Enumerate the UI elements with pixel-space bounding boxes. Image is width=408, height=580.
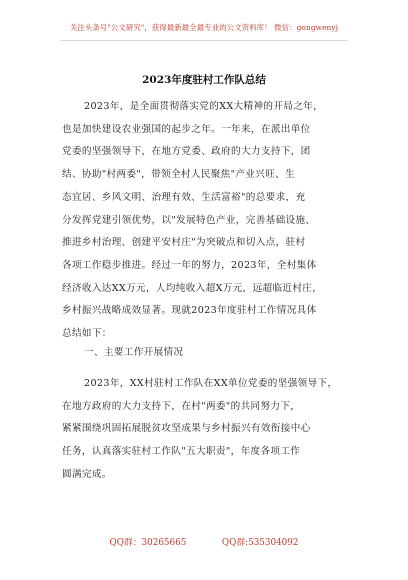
- paragraph-line: 也是加快建设农业强国的起步之年。一年来，在派出单位: [62, 123, 311, 135]
- top-banner: 关注头条号"公文研究"，获得最新最全最专业的公文资料库！ 微信：gongwenyj: [69, 23, 339, 32]
- paragraph-line: 紧紧围绕巩固拓展脱贫攻坚成果与乡村振兴有效衔接中心: [62, 423, 311, 435]
- paragraph-line: 党委的坚强领导下，在地方党委、政府的大力支持下，团: [62, 146, 311, 158]
- paragraph-line: 圆满完成。: [62, 468, 112, 480]
- paragraph-intro: [62, 96, 354, 346]
- paragraph-line: 经济收入达XX万元，人均纯收入超X万元，远超临近村庄，: [62, 282, 323, 294]
- paragraph-line: 2023年，是全面贯彻落实党的XX大精神的开局之年，: [84, 101, 324, 112]
- paragraph-line: 结、协助"村两委"，带领全村人民聚焦"产业兴旺、生: [62, 169, 296, 181]
- paragraph-line: 乡村振兴战略成效显著。现就2023年度驻村工作情况具体: [62, 305, 317, 317]
- document-title: 2023年度驻村工作队总结: [142, 74, 266, 86]
- paragraph-section-1: [62, 373, 354, 487]
- paragraph-line: 推进乡村治理、创建平安村庄"为突破点和切入点，驻村: [62, 237, 306, 249]
- paragraph-line: 任务，认真落实驻村工作队"五大职责"，年度各项工作: [62, 446, 301, 458]
- paragraph-line: 各项工作稳步推进。经过一年的努力，2023年，全村集体: [62, 259, 317, 271]
- paragraph-line: 分发挥党建引领优势，以"发展特色产业，完善基础设施、: [62, 214, 316, 226]
- paragraph-line: 态宜居、乡风文明、治理有效、生活富裕"的总要求，充: [62, 191, 306, 203]
- section-heading: 一、主要工作开展情况: [84, 347, 184, 358]
- header-divider: [60, 40, 348, 41]
- paragraph-line: 2023年，XX村驻村工作队在XX单位党委的坚强领导下，: [84, 378, 338, 389]
- qq-group-1: QQ群：30265665: [109, 538, 187, 548]
- paragraph-line: 总结如下：: [62, 328, 112, 340]
- footer-contact: [0, 535, 408, 548]
- paragraph-line: 在地方政府的大力支持下，在村"两委"的共同努力下，: [62, 400, 301, 412]
- qq-group-2: QQ群:535304092: [221, 538, 299, 548]
